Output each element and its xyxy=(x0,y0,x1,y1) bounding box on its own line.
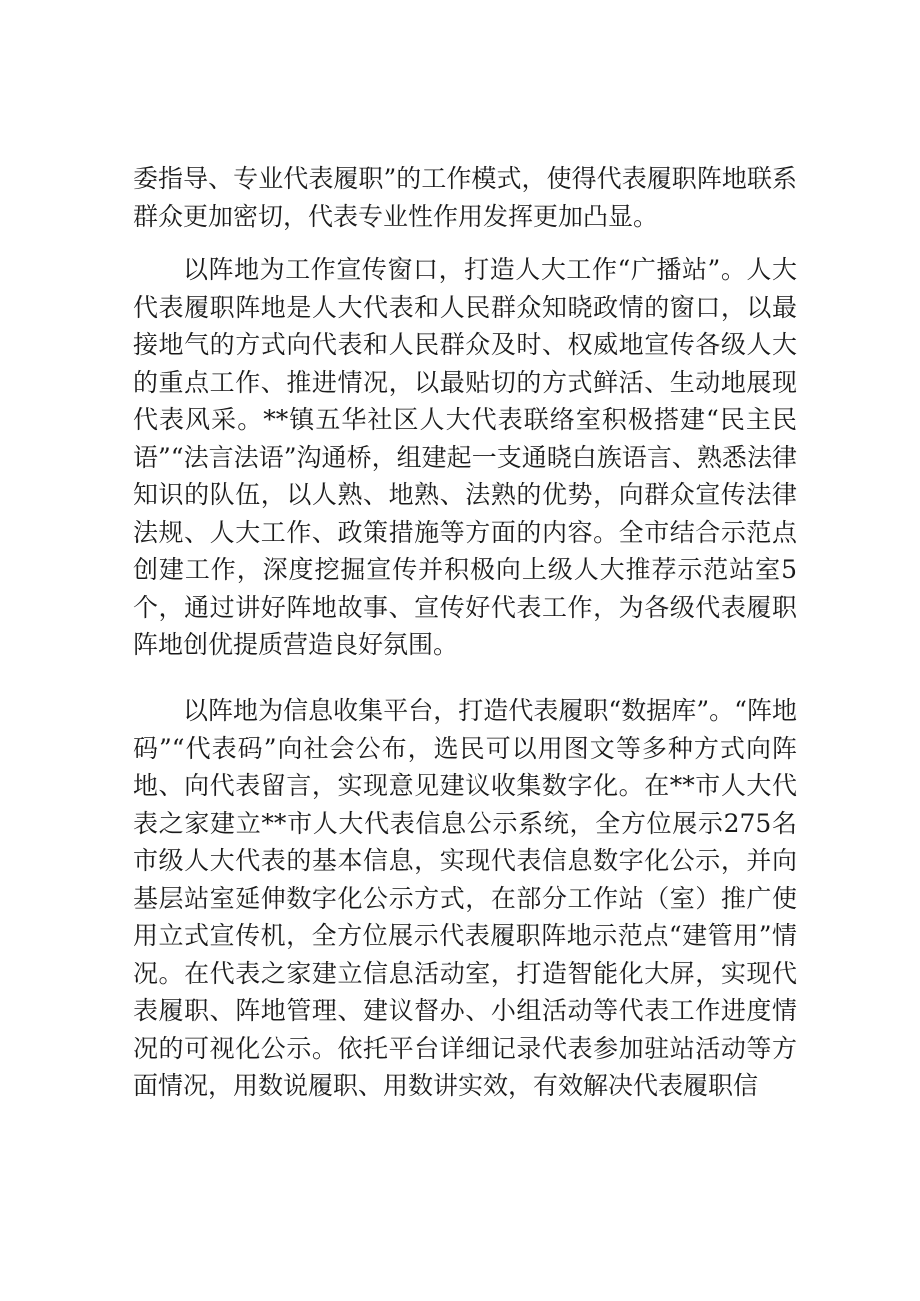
paragraph-publicity-window: 以阵地为工作宣传窗口，打造人大工作“广播站”。人大代表履职阵地是人大代表和人民群众知晓政情的窗口，以最接地气的方式向代表和人民群众及时、权威地宣传各级人大的重点工作、推进情况，以最贴切的方式鲜活、生动地展现代表风采。**镇五华社区人大代表联络室积极搭建“民主民语”“法言法语”沟通桥，组建起一支通晓白族语言、熟悉法律知识的队伍，以人熟、地熟、法熟的优势，向群众宣传法律法规、人大工作、政策措施等方面的内容。全市结合示范点创建工作，深度挖掘宣传并积极向上级人大推荐示范站室5个，通过讲好阵地故事、宣传好代表工作，为各级代表履职阵地创优提质营造良好氛围。 xyxy=(133,255,797,659)
paragraph-information-platform: 以阵地为信息收集平台，打造代表履职“数据库”。“阵地码”“代表码”向社会公布，选民可以用图文等多种方式向阵地、向代表留言，实现意见建议收集数字化。在**市人大代表之家建立**市人大代表信息公示系统，全方位展示275名市级人大代表的基本信息，实现代表信息数字化公示，并向基层站室延伸数字化公示方式，在部分工作站（室）推广使用立式宣传机，全方位展示代表履职阵地示范点“建管用”情况。在代表之家建立信息活动室，打造智能化大屏，实现代表履职、阵地管理、建议督办、小组活动等代表工作进度情况的可视化公示。依托平台详细记录代表参加驻站活动等方面情况，用数说履职、用数讲实效，有效解决代表履职信 xyxy=(133,696,797,1100)
paragraph-continuation: 委指导、专业代表履职”的工作模式，使得代表履职阵地联系群众更加密切，代表专业性作用发挥更加凸显。 xyxy=(133,164,797,231)
